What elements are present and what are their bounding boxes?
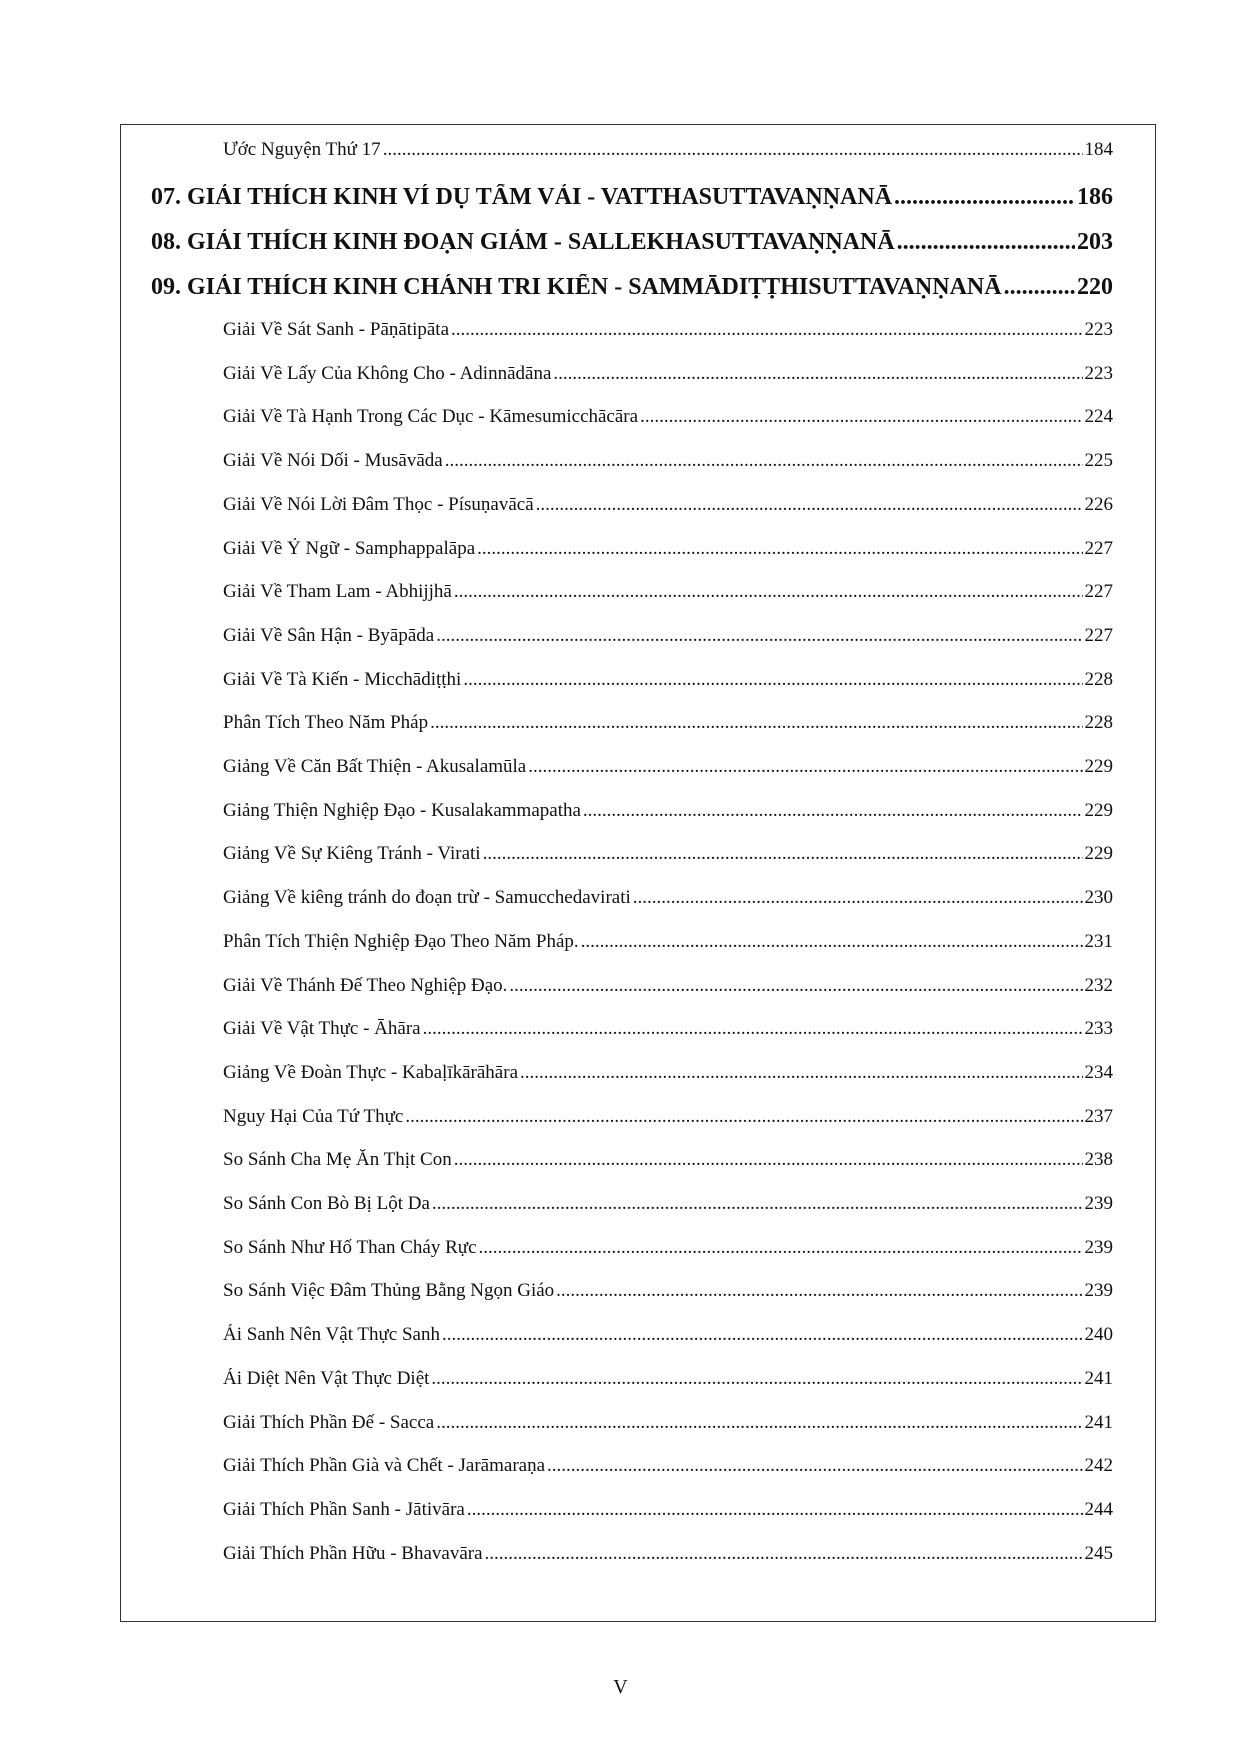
toc-entry-title: Giải Về Nói Dối - Musāvāda — [223, 450, 443, 472]
toc-entry-page: 230 — [1084, 887, 1113, 909]
toc-dot-leader — [436, 625, 1082, 647]
toc-entry-title: Ước Nguyện Thứ 17 — [223, 139, 381, 160]
toc-entry-page: 242 — [1084, 1455, 1113, 1477]
toc-entry-title: Giảng Thiện Nghiệp Đạo - Kusalakammapatha — [223, 799, 581, 821]
toc-section-entry[interactable] — [223, 1193, 1113, 1215]
toc-entry-title: Ái Diệt Nên Vật Thực Diệt — [223, 1367, 430, 1389]
toc-dot-leader — [451, 319, 1082, 341]
toc-dot-leader — [463, 669, 1082, 691]
toc-section-entry[interactable] — [223, 1280, 1113, 1302]
toc-dot-leader — [894, 184, 1075, 211]
toc-section-entry[interactable] — [223, 843, 1113, 865]
toc-entry-page: 224 — [1084, 406, 1113, 428]
toc-section-entry[interactable] — [223, 1412, 1113, 1434]
toc-entry-page: 225 — [1084, 450, 1113, 472]
toc-dot-leader — [509, 975, 1082, 997]
toc-section-entry[interactable] — [223, 1106, 1113, 1128]
page-number: V — [613, 1676, 628, 1698]
toc-section-entry[interactable] — [223, 712, 1113, 734]
toc-dot-leader — [383, 139, 1083, 161]
toc-entry-page: 203 — [1077, 229, 1113, 255]
toc-dot-leader — [431, 1368, 1082, 1390]
toc-dot-leader — [436, 1412, 1082, 1434]
table-of-contents-box — [120, 124, 1156, 1622]
toc-entry-title: Giải Về Tà Hạnh Trong Các Dục - Kāmesumicchācāra — [223, 406, 639, 428]
toc-section-entry[interactable] — [223, 669, 1113, 691]
toc-section-entry[interactable] — [223, 975, 1113, 997]
toc-section-entry[interactable] — [223, 1368, 1113, 1390]
toc-entry-page: 186 — [1077, 184, 1113, 210]
toc-dot-leader — [897, 229, 1075, 256]
toc-entry-title: Giảng Về kiêng tránh do đoạn trừ - Samucchedavirati — [223, 887, 631, 909]
toc-entry-title: Giải Về Lấy Của Không Cho - Adinnādāna — [223, 362, 552, 384]
toc-dot-leader — [553, 363, 1082, 385]
toc-section-entry[interactable] — [223, 800, 1113, 822]
toc-dot-leader — [477, 538, 1082, 560]
toc-section-entry[interactable] — [223, 494, 1113, 516]
toc-section-entry[interactable] — [223, 1062, 1113, 1084]
toc-section-entry[interactable] — [223, 1324, 1113, 1346]
toc-section-entry[interactable] — [223, 756, 1113, 778]
toc-entry-page: 232 — [1084, 974, 1113, 996]
toc-entry-page: 240 — [1084, 1324, 1113, 1346]
toc-entry-title: Phân Tích Theo Năm Pháp — [223, 712, 429, 734]
toc-entry-page: 228 — [1084, 668, 1113, 690]
toc-entry-page: 234 — [1084, 1061, 1113, 1083]
toc-list — [121, 125, 1155, 1621]
toc-dot-leader — [581, 931, 1083, 953]
toc-entry-page: 227 — [1084, 581, 1113, 603]
toc-dot-leader — [442, 1324, 1083, 1346]
toc-dot-leader — [633, 887, 1083, 909]
toc-entry-title: Nguy Hại Của Tứ Thực — [223, 1105, 404, 1127]
toc-entry-page: 238 — [1084, 1149, 1113, 1171]
toc-entry-page: 245 — [1084, 1542, 1113, 1564]
toc-dot-leader — [640, 406, 1082, 428]
toc-entry-title: Giải Về Nói Lời Đâm Thọc - Písuṇavācā — [223, 493, 534, 515]
toc-entry-page: 227 — [1084, 537, 1113, 559]
toc-entry-page: 241 — [1084, 1367, 1113, 1389]
toc-entry-title: Giải Về Tham Lam - Abhijjhā — [223, 581, 452, 603]
toc-dot-leader — [520, 1062, 1082, 1084]
toc-entry-title: Giải Thích Phần Già và Chết - Jarāmaraṇa — [223, 1455, 546, 1477]
toc-chapter-entry[interactable] — [151, 184, 1113, 211]
toc-entry-title: Giải Thích Phần Sanh - Jātivāra — [223, 1498, 465, 1520]
toc-entry-title: Giảng Về Căn Bất Thiện - Akusalamūla — [223, 756, 527, 777]
toc-dot-leader — [445, 450, 1083, 472]
toc-dot-leader — [483, 843, 1083, 865]
toc-entry-page: 223 — [1084, 319, 1113, 340]
toc-entry-page: 239 — [1084, 1280, 1113, 1302]
toc-section-entry[interactable] — [223, 931, 1113, 953]
toc-section-entry[interactable] — [223, 406, 1113, 428]
toc-entry-title: So Sánh Việc Đâm Thủng Bằng Ngọn Giáo — [223, 1280, 555, 1302]
toc-entry-title: 07. GIẢI THÍCH KINH VÍ DỤ TẤM VẢI - VATTHASUTTAVAṆṆANĀ — [151, 184, 893, 210]
toc-section-entry[interactable] — [223, 450, 1113, 472]
toc-dot-leader — [423, 1018, 1083, 1040]
toc-entry-page: 239 — [1084, 1236, 1113, 1258]
toc-entry-page: 228 — [1084, 712, 1113, 734]
toc-dot-leader — [536, 494, 1083, 516]
toc-entry-title: So Sánh Cha Mẹ Ăn Thịt Con — [223, 1149, 452, 1171]
toc-section-entry[interactable] — [223, 1455, 1113, 1477]
toc-entry-page: 229 — [1084, 843, 1113, 865]
toc-entry-page: 237 — [1084, 1105, 1113, 1127]
toc-entry-page: 229 — [1084, 756, 1113, 777]
toc-chapter-entry[interactable] — [151, 229, 1113, 256]
toc-entry-page: 231 — [1084, 930, 1113, 952]
toc-chapter-entry[interactable] — [151, 274, 1113, 301]
toc-entry-title: Giải Về Sát Sanh - Pāṇātipāta — [223, 319, 450, 340]
toc-entry-page: 239 — [1084, 1193, 1113, 1214]
toc-dot-leader — [479, 1237, 1083, 1259]
toc-dot-leader — [454, 1149, 1083, 1171]
toc-entry-page: 220 — [1077, 274, 1113, 300]
toc-section-entry[interactable] — [223, 1149, 1113, 1171]
toc-section-entry[interactable] — [223, 625, 1113, 647]
toc-entry-title: Phân Tích Thiện Nghiệp Đạo Theo Năm Pháp. — [223, 930, 579, 952]
toc-entry-title: Giải Về Sân Hận - Byāpāda — [223, 624, 435, 646]
toc-entry-page: 229 — [1084, 799, 1113, 821]
toc-section-entry[interactable] — [223, 363, 1113, 385]
toc-entry-title: Ái Sanh Nên Vật Thực Sanh — [223, 1324, 440, 1346]
toc-entry-title: Giải Về Tà Kiến - Micchādiṭṭhi — [223, 668, 462, 690]
toc-entry-title: So Sánh Như Hố Than Cháy Rực — [223, 1236, 477, 1258]
toc-section-entry[interactable] — [223, 1237, 1113, 1259]
toc-entry-title: Giải Về Ỷ Ngữ - Samphappalāpa — [223, 537, 476, 559]
toc-entry-page: 227 — [1084, 624, 1113, 646]
toc-entry-title: Giảng Về Đoàn Thực - Kabaḷīkārāhāra — [223, 1061, 519, 1083]
toc-entry-page: 241 — [1084, 1411, 1113, 1433]
toc-entry-title: 09. GIẢI THÍCH KINH CHÁNH TRI KIẾN - SAMMĀDIṬṬHISUTTAVAṆṆANĀ — [151, 274, 1002, 300]
toc-dot-leader — [467, 1499, 1083, 1521]
toc-entry-title: Giảng Về Sự Kiêng Tránh - Virati — [223, 843, 481, 865]
toc-entry-title: So Sánh Con Bò Bị Lột Da — [223, 1193, 430, 1214]
toc-dot-leader — [1004, 274, 1075, 301]
toc-entry-title: 08. GIẢI THÍCH KINH ĐOẠN GIẢM - SALLEKHASUTTAVAṆṆANĀ — [151, 229, 895, 255]
toc-section-entry[interactable] — [223, 1543, 1113, 1565]
toc-section-entry[interactable] — [223, 538, 1113, 560]
toc-dot-leader — [405, 1106, 1082, 1128]
toc-section-entry[interactable] — [223, 581, 1113, 603]
toc-entry-page: 223 — [1084, 362, 1113, 384]
toc-dot-leader — [556, 1280, 1082, 1302]
toc-entry-title: Giải Về Vật Thực - Āhāra — [223, 1018, 421, 1040]
toc-dot-leader — [454, 581, 1083, 603]
toc-section-entry[interactable] — [223, 887, 1113, 909]
toc-entry-page: 244 — [1084, 1498, 1113, 1520]
toc-entry-page: 184 — [1084, 139, 1113, 160]
toc-dot-leader — [583, 800, 1083, 822]
toc-dot-leader — [485, 1543, 1083, 1565]
toc-entry-title: Giải Về Thánh Đế Theo Nghiệp Đạo. — [223, 974, 508, 996]
toc-entry-title: Giải Thích Phần Đế - Sacca — [223, 1411, 435, 1433]
toc-dot-leader — [432, 1193, 1083, 1215]
toc-entry-page: 233 — [1084, 1018, 1113, 1040]
toc-section-entry[interactable] — [223, 139, 1113, 161]
toc-entry-page: 226 — [1084, 493, 1113, 515]
toc-section-entry[interactable] — [223, 1018, 1113, 1040]
toc-section-entry[interactable] — [223, 1499, 1113, 1521]
toc-dot-leader — [547, 1455, 1082, 1477]
toc-dot-leader — [430, 712, 1082, 734]
toc-section-entry[interactable] — [223, 319, 1113, 341]
toc-entry-title: Giải Thích Phần Hữu - Bhavavāra — [223, 1542, 483, 1564]
toc-dot-leader — [528, 756, 1082, 778]
